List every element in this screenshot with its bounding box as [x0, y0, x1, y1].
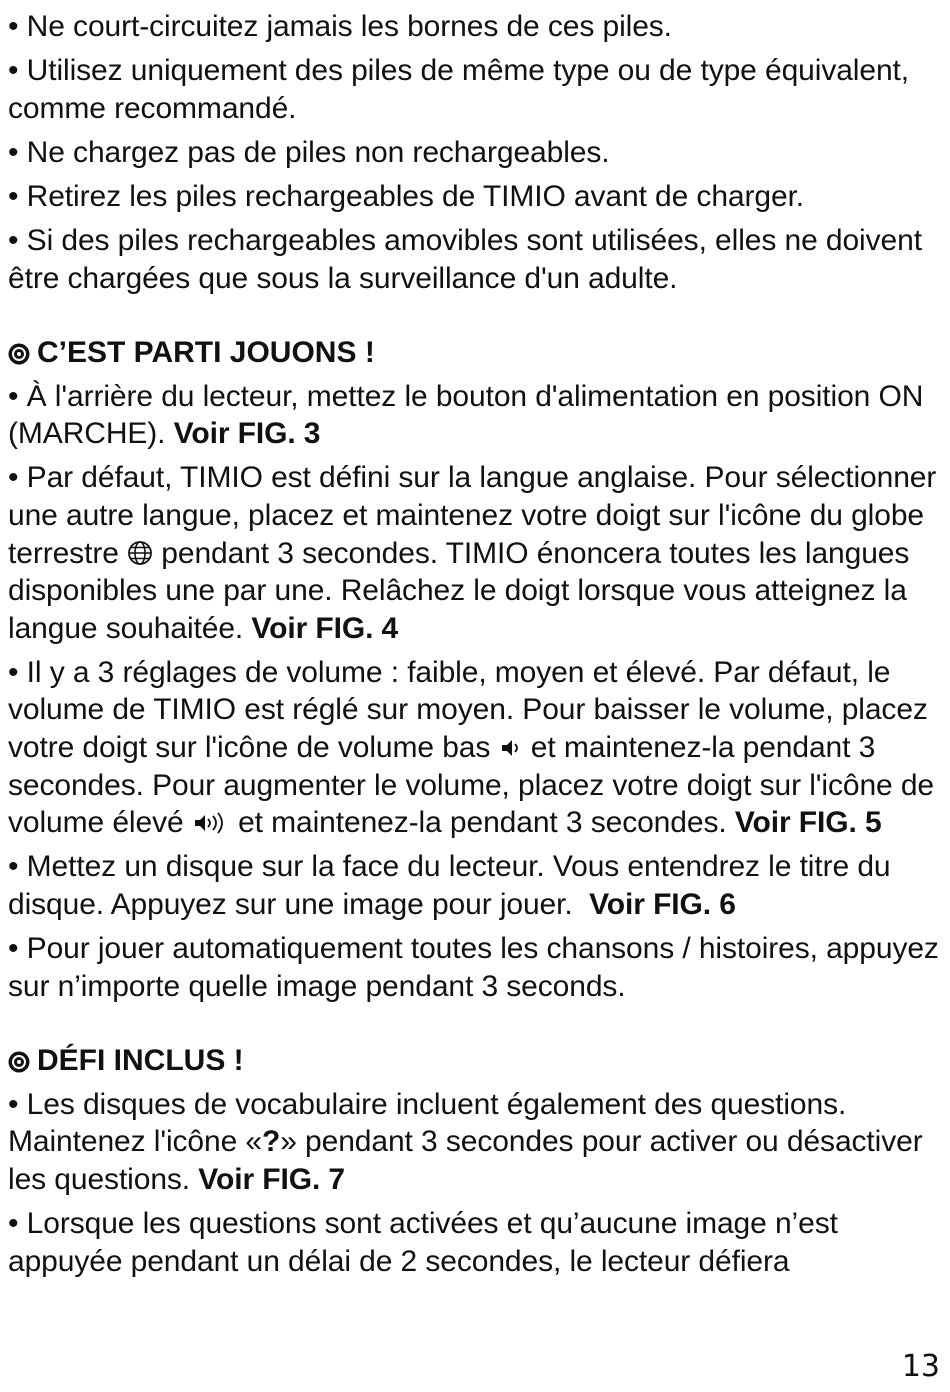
- volume-high-icon: [192, 811, 230, 835]
- figure-reference: Voir FIG. 7: [198, 1162, 345, 1196]
- challenge-step-questions: • Les disques de vocabulaire incluent également des questions. Maintenez l'icône «?» pendant 3 secondes pour activer ou désactiver les questions. Voir FIG. 7: [8, 1087, 923, 1196]
- globe-icon: [127, 540, 153, 566]
- section-heading-challenge: [8, 1042, 942, 1080]
- play-step-volume: • Il y a 3 réglages de volume : faible, moyen et élevé. Par défaut, le volume de TIMIO est réglé sur moyen. Pour baisser le volume, placez votre doigt sur l'icône de volume bas et maintenez-la pendant 3 secondes. Pour augmenter le volume, placez votre doigt sur l'icône de volume élevé et maintenez-la pendant 3 secondes. Voir FIG. 5: [8, 655, 935, 840]
- challenge-step-timeout: • Lorsque les questions sont activées et qu’aucune image n’est appuyée pendant un délai de 2 secondes, le lecteur défiera: [8, 1206, 838, 1278]
- battery-rule-2: • Utilisez uniquement des piles de même type ou de type équivalent, comme recommandé.: [8, 54, 910, 125]
- figure-reference: Voir FIG. 3: [173, 417, 321, 451]
- section-heading-play: [8, 334, 942, 372]
- battery-rule-1: • Ne court-circuitez jamais les bornes de ces piles.: [8, 10, 672, 43]
- figure-reference: Voir FIG. 6: [589, 887, 736, 921]
- section-title: DÉFI INCLUS !: [37, 1043, 244, 1077]
- volume-low-icon: [499, 736, 523, 760]
- disc-icon: [8, 1051, 30, 1073]
- battery-rule-3: • Ne chargez pas de piles non rechargeables.: [8, 135, 610, 169]
- play-step-autoplay: • Pour jouer automatiquement toutes les chansons / histoires, appuyez sur n’importe quelle image pendant 3 seconds.: [8, 931, 939, 1003]
- manual-page: [8, 8, 942, 1287]
- play-step-power: • À l'arrière du lecteur, mettez le bouton d'alimentation en position ON (MARCHE). Voir FIG. 3: [8, 379, 924, 451]
- figure-reference: Voir FIG. 4: [251, 611, 399, 645]
- play-step-disc: • Mettez un disque sur la face du lecteur. Vous entendrez le titre du disque. Appuyez sur une image pour jouer. Voir FIG. 6: [8, 850, 891, 921]
- battery-rule-5: • Si des piles rechargeables amovibles sont utilisées, elles ne doivent être chargées que sous la surveillance d'un adulte.: [8, 223, 922, 295]
- question-icon: ?: [261, 1125, 281, 1159]
- battery-rule-4: • Retirez les piles rechargeables de TIMIO avant de charger.: [8, 179, 805, 213]
- play-step-language: • Par défaut, TIMIO est défini sur la langue anglaise. Pour sélectionner une autre langue, placez et maintenez votre doigt sur l'icône du globe terrestre pendant 3 secondes. TIMIO énoncera toutes les langues disponibles une par une. Relâchez le doigt lorsque vous atteignez la langue souhaitée. Voir FIG. 4: [8, 461, 937, 645]
- section-title: C’EST PARTI JOUONS !: [37, 335, 375, 369]
- figure-reference: Voir FIG. 5: [734, 806, 882, 840]
- disc-icon: [8, 343, 30, 365]
- page-number: 13: [901, 1349, 940, 1384]
